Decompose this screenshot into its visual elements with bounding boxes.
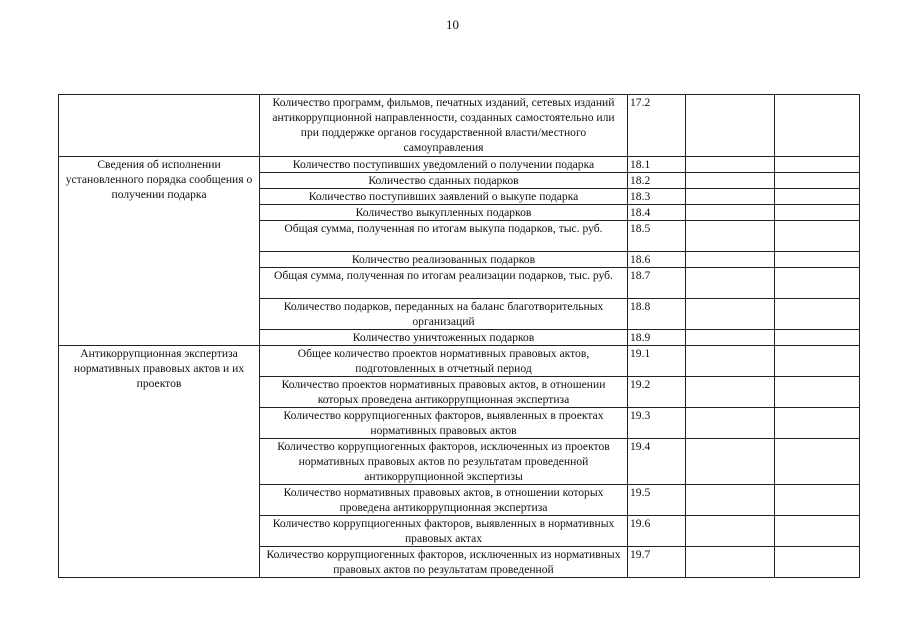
value-cell (775, 95, 860, 157)
indicator-cell: Количество поступивших уведомлений о получении подарка (260, 157, 628, 173)
value-cell (775, 408, 860, 439)
code-cell: 19.5 (628, 485, 686, 516)
table-row (59, 346, 860, 377)
value-cell (686, 205, 775, 221)
indicator-cell: Количество коррупциогенных факторов, исключенных из проектов нормативных правовых актов по результатам проведенной антикоррупционной экспертизы (260, 439, 628, 485)
code-cell: 19.7 (628, 547, 686, 578)
indicator-cell: Общее количество проектов нормативных правовых актов, подготовленных в отчетный период (260, 346, 628, 377)
indicator-cell: Количество программ, фильмов, печатных изданий, сетевых изданий антикоррупционной направленности, созданных самостоятельно или при поддержке органов государственной власти/местного самоуправления (260, 95, 628, 157)
indicator-cell: Количество выкупленных подарков (260, 205, 628, 221)
value-cell (775, 173, 860, 189)
code-cell: 18.5 (628, 221, 686, 252)
value-cell (775, 330, 860, 346)
value-cell (686, 189, 775, 205)
section-cell: Сведения об исполнении установленного порядка сообщения о получении подарка (59, 157, 260, 346)
code-cell: 18.4 (628, 205, 686, 221)
section-cell: Антикоррупционная экспертиза нормативных правовых актов и их проектов (59, 346, 260, 578)
indicator-cell: Количество нормативных правовых актов, в отношении которых проведена антикоррупционная экспертиза (260, 485, 628, 516)
value-cell (775, 439, 860, 485)
code-cell: 19.6 (628, 516, 686, 547)
indicator-cell: Общая сумма, полученная по итогам реализации подарков, тыс. руб. (260, 268, 628, 299)
value-cell (775, 516, 860, 547)
value-cell (775, 189, 860, 205)
page-number: 10 (446, 17, 459, 32)
value-cell (775, 221, 860, 252)
value-cell (686, 252, 775, 268)
indicator-cell: Количество реализованных подарков (260, 252, 628, 268)
indicator-cell: Количество уничтоженных подарков (260, 330, 628, 346)
indicator-cell: Количество сданных подарков (260, 173, 628, 189)
value-cell (686, 330, 775, 346)
code-cell: 19.4 (628, 439, 686, 485)
indicator-cell: Количество коррупциогенных факторов, исключенных из нормативных правовых актов по результатам проведенной (260, 547, 628, 578)
code-cell: 19.1 (628, 346, 686, 377)
indicator-cell: Количество поступивших заявлений о выкупе подарка (260, 189, 628, 205)
code-cell: 18.6 (628, 252, 686, 268)
value-cell (686, 268, 775, 299)
value-cell (686, 95, 775, 157)
value-cell (686, 547, 775, 578)
indicator-cell: Количество коррупциогенных факторов, выявленных в проектах нормативных правовых актов (260, 408, 628, 439)
code-cell: 18.1 (628, 157, 686, 173)
value-cell (686, 439, 775, 485)
indicator-cell: Количество проектов нормативных правовых актов, в отношении которых проведена антикоррупционная экспертиза (260, 377, 628, 408)
value-cell (686, 173, 775, 189)
value-cell (686, 485, 775, 516)
value-cell (686, 516, 775, 547)
value-cell (686, 408, 775, 439)
value-cell (686, 221, 775, 252)
code-cell: 18.7 (628, 268, 686, 299)
indicator-cell: Общая сумма, полученная по итогам выкупа подарков, тыс. руб. (260, 221, 628, 252)
code-cell: 18.2 (628, 173, 686, 189)
code-cell: 19.3 (628, 408, 686, 439)
code-cell: 17.2 (628, 95, 686, 157)
report-table (58, 94, 860, 578)
code-cell: 18.3 (628, 189, 686, 205)
value-cell (686, 299, 775, 330)
value-cell (775, 377, 860, 408)
code-cell: 19.2 (628, 377, 686, 408)
value-cell (775, 299, 860, 330)
value-cell (775, 485, 860, 516)
value-cell (686, 346, 775, 377)
value-cell (775, 157, 860, 173)
indicator-cell: Количество коррупциогенных факторов, выявленных в нормативных правовых актах (260, 516, 628, 547)
table-row (59, 95, 860, 157)
value-cell (686, 157, 775, 173)
value-cell (775, 547, 860, 578)
value-cell (686, 377, 775, 408)
value-cell (775, 205, 860, 221)
section-cell (59, 95, 260, 157)
value-cell (775, 268, 860, 299)
code-cell: 18.8 (628, 299, 686, 330)
indicator-cell: Количество подарков, переданных на баланс благотворительных организаций (260, 299, 628, 330)
table-row (59, 157, 860, 173)
code-cell: 18.9 (628, 330, 686, 346)
value-cell (775, 252, 860, 268)
value-cell (775, 346, 860, 377)
